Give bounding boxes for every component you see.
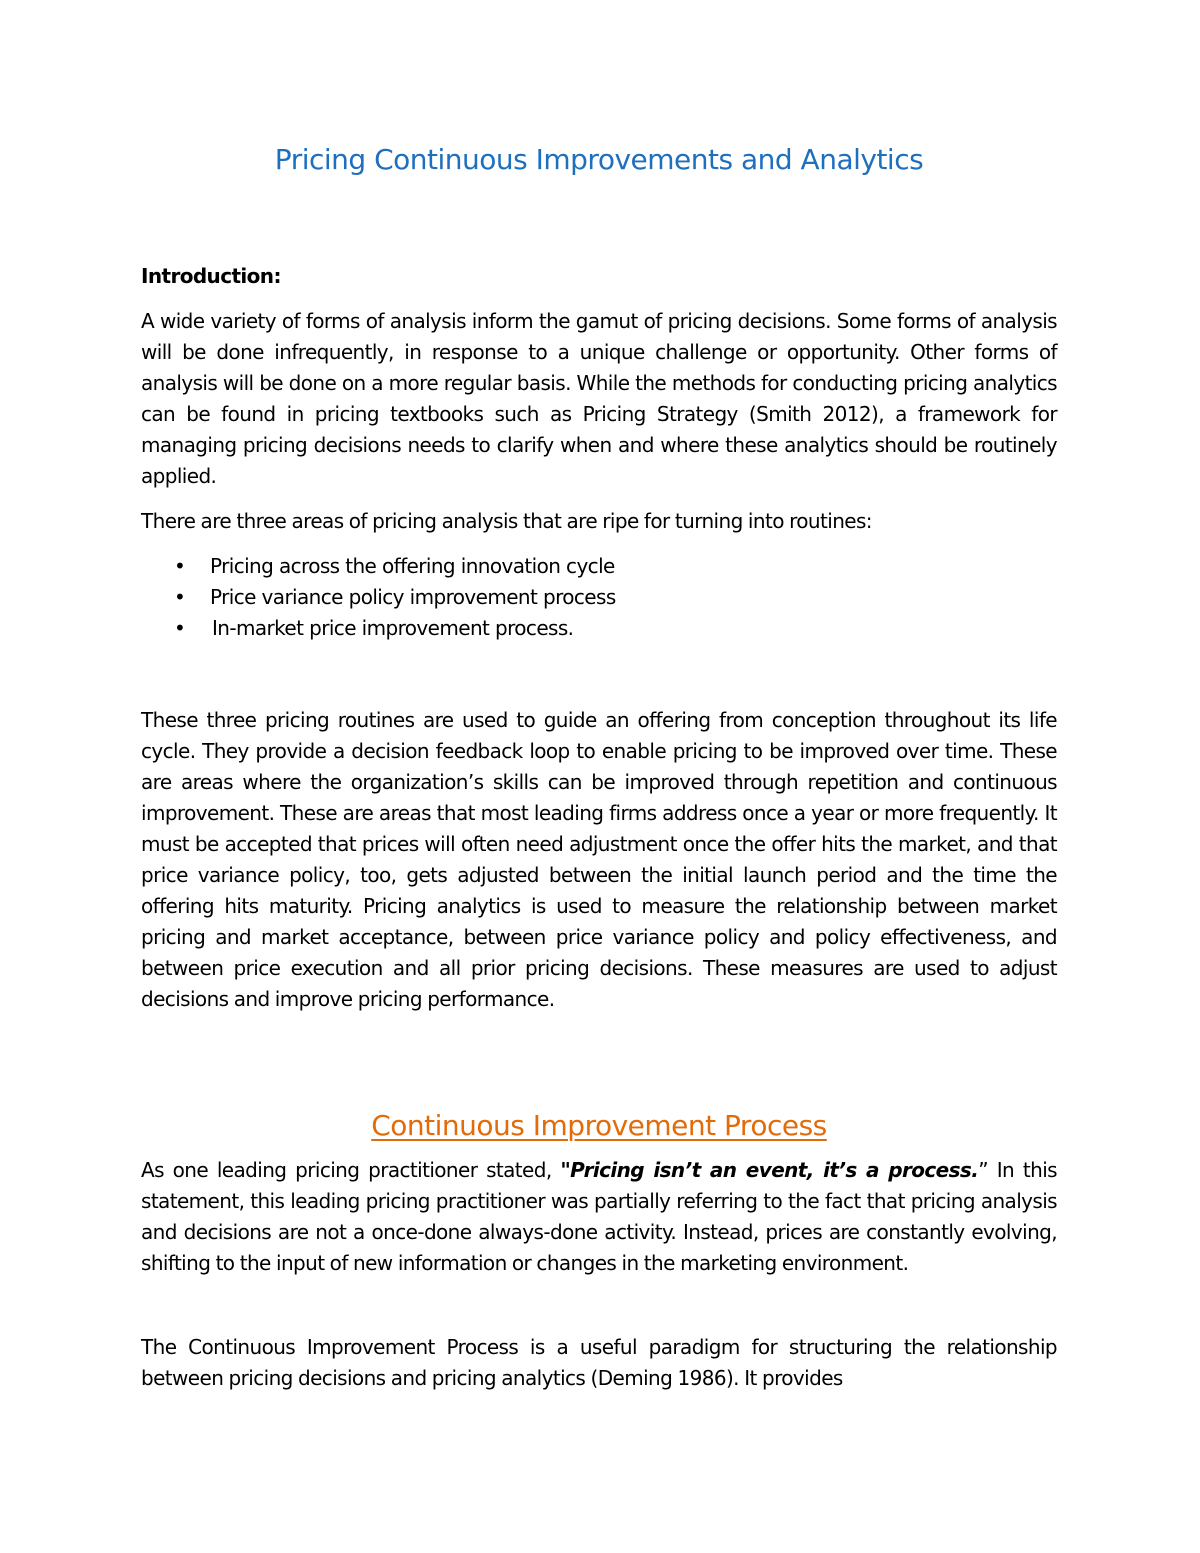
- bullet-icon: •: [174, 616, 186, 640]
- bullet-icon: •: [174, 585, 186, 609]
- paradigm-paragraph: The Continuous Improvement Process is a useful paradigm for structuring the relationship between pricing decisions and pricing analytics (Deming 1986). It provides: [141, 1335, 1057, 1390]
- process-paragraph-lead: As one leading pricing practitioner stated,: [141, 1158, 561, 1182]
- list-item-text: Pricing across the offering innovation cycle: [210, 554, 615, 578]
- process-paragraph-rest: ” In this statement, this leading pricing practitioner was partially referring to the fact that pricing analysis and decisions are not a once-done always-done activity. Instead, prices are constantly evolving, shifting to the input of new information or changes in the marketing environment.: [141, 1158, 1057, 1275]
- list-item: [141, 613, 616, 644]
- process-paragraph: [141, 1155, 1057, 1279]
- areas-paragraph: There are three areas of pricing analysis that are ripe for turning into routines:: [141, 509, 872, 533]
- document-title: Pricing Continuous Improvements and Analytics: [274, 143, 924, 176]
- introduction-heading: Introduction:: [141, 264, 281, 288]
- intro-paragraph: A wide variety of forms of analysis inform the gamut of pricing decisions. Some forms of analysis will be done infrequently, in response to a unique challenge or opportunity. Other forms of analysis will be done on a more regular basis. While the methods for conducting pricing analytics can be found in pricing textbooks such as Pricing Strategy (Smith 2012), a framework for managing pricing decisions needs to clarify when and where these analytics should be routinely applied.: [141, 309, 1057, 488]
- list-item-text: Price variance policy improvement process: [210, 585, 616, 609]
- pricing-areas-list: [141, 551, 616, 644]
- section-title: Continuous Improvement Process: [371, 1109, 827, 1142]
- routines-paragraph: These three pricing routines are used to guide an offering from conception throughout its life cycle. They provide a decision feedback loop to enable pricing to be improved over time. These are areas where the organization’s skills can be improved through repetition and continuous improvement. These are areas that most leading firms address once a year or more frequently. It must be accepted that prices will often need adjustment once the offer hits the market, and that price variance policy, too, gets adjusted between the initial launch period and the time the offering hits maturity. Pricing analytics is used to measure the relationship between market pricing and market acceptance, between price variance policy and policy effectiveness, and between price execution and all prior pricing decisions. These measures are used to adjust decisions and improve pricing performance.: [141, 708, 1057, 1011]
- list-item: [141, 551, 616, 582]
- list-item: [141, 582, 616, 613]
- practitioner-quote: "Pricing isn’t an event, it’s a process.: [560, 1158, 979, 1182]
- list-item-text: In-market price improvement process.: [212, 616, 574, 640]
- bullet-icon: •: [174, 554, 186, 578]
